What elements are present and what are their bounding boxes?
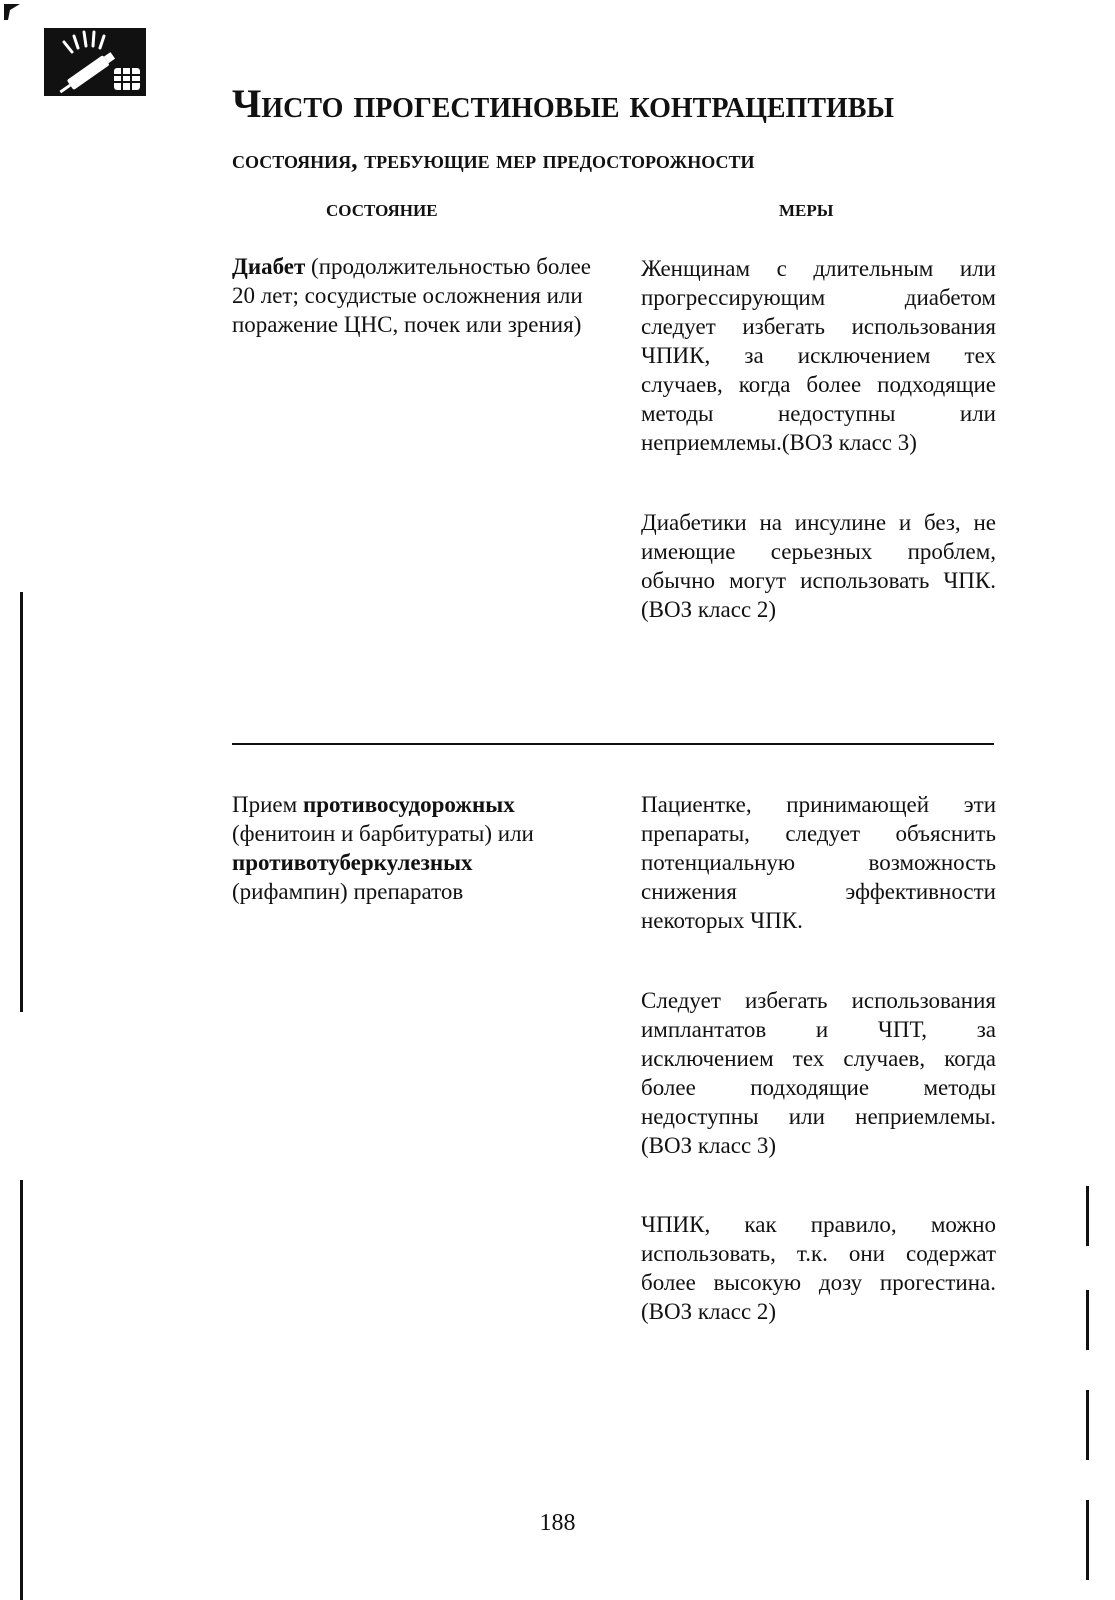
corner-mark-icon [4,4,20,20]
column-header-measures: меры [779,196,834,222]
scan-margin-line [20,592,23,1012]
column-header-condition: состояние [326,196,438,222]
condition-text: (фенитоин и барбитураты) или [232,821,534,846]
page-number: 188 [539,1510,576,1536]
condition-term: противосудорожных [302,792,515,817]
page-subtitle: состояния, требующие мер предосторожности [232,145,755,174]
row-1-measure-1: Женщинам с длительным или прогрессирующим диабетом следует избегать использования ЧПИК, за исключением тех случаев, когда более подходящие методы недоступны или неприемлемы.(ВОЗ класс 3) [641,256,996,455]
row-divider [232,743,994,745]
row-2-measure-2: Следует избегать использования имплантатов и ЧПТ, за исключением тех случаев, когда более подходящие методы недоступны или неприемлемы. (ВОЗ класс 3) [641,988,996,1158]
condition-term: противотуберкулезных [232,850,473,875]
row-1-condition [232,252,592,339]
row-2-measure-1: Пациентке, принимающей эти препараты, следует объяснить потенциальную возможность снижения эффективности некоторых ЧПК. [641,792,996,933]
scan-margin-line [20,1180,23,1600]
condition-text: Прием [232,792,303,817]
condition-text: (рифампин) препаратов [232,879,464,904]
scan-margin-line [1086,1186,1089,1246]
condition-term: Диабет [232,254,306,279]
row-2-condition [232,790,592,906]
syringe-logo-icon [44,28,146,96]
condition-text: (продолжительностью более 20 лет; сосудистые осложнения или поражение ЦНС, почек или зрения) [232,254,591,337]
scan-margin-line [1086,1290,1089,1350]
row-1-measure-2: Диабетики на инсулине и без, не имеющие серьезных проблем, обычно могут использовать ЧПК. (ВОЗ класс 2) [641,510,996,622]
row-2-measure-3: ЧПИК, как правило, можно использовать, т.к. они содержат более высокую дозу прогестина. (ВОЗ класс 2) [641,1212,996,1324]
scan-margin-line [1086,1390,1089,1460]
page-title: Чисто прогестиновые контрацептивы [232,81,894,126]
